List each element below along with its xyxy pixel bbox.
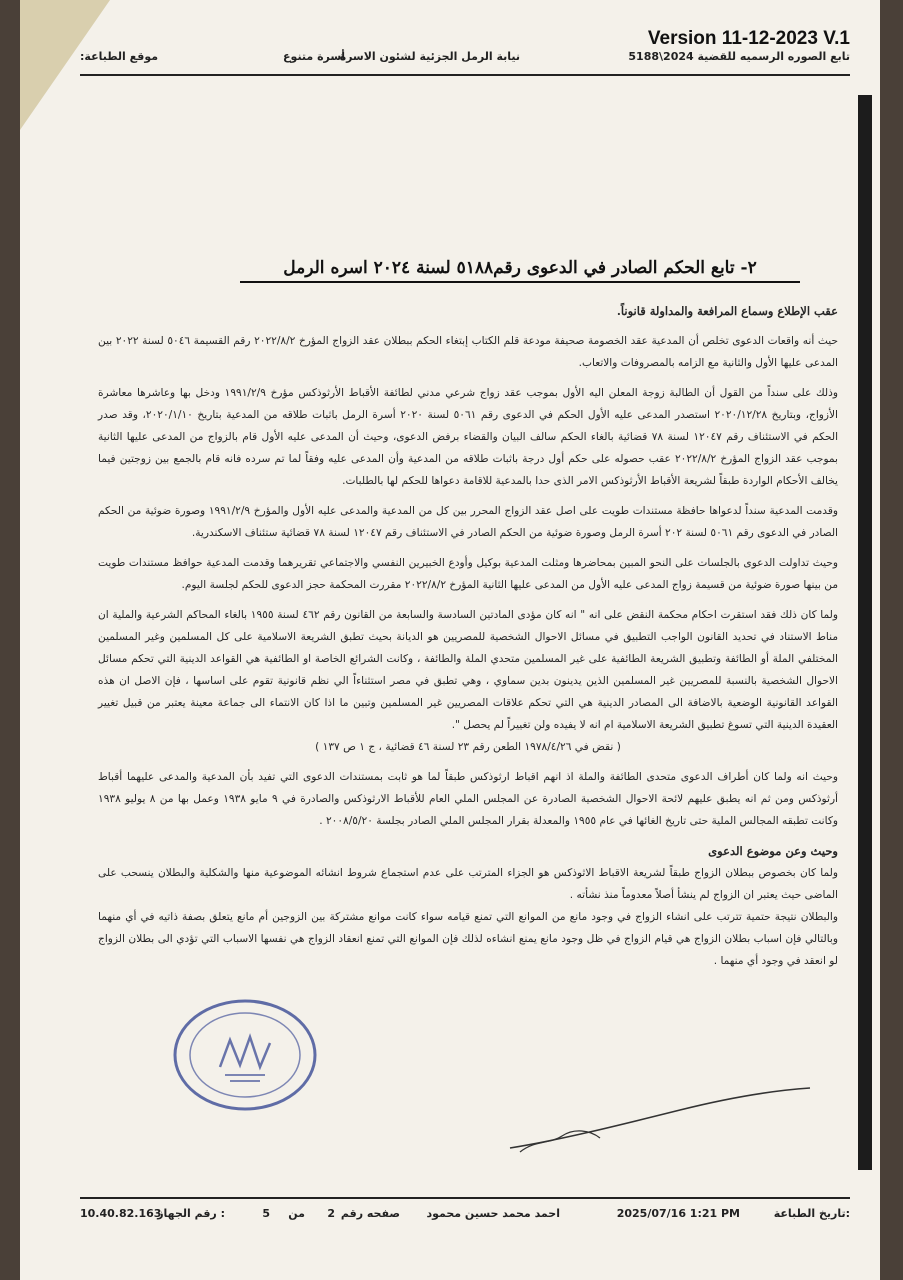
- version-label: Version 11-12-2023 V.1: [647, 28, 850, 49]
- page-label: صفحه رقم: [340, 1207, 400, 1220]
- body-paragraph: عقب الإطلاع وسماع المرافعة والمداولة قانوناً.: [616, 304, 838, 318]
- document-body: [98, 300, 838, 980]
- device-ip: 10.40.82.163: [80, 1207, 162, 1220]
- body-paragraph: حيث أنه واقعات الدعوى تخلص أن المدعية عقد الخصومة صحيفة مودعة قلم الكتاب إبتغاء الحكم ببطلان عقد الزواج المؤرخ ٢٠٢٢/٨/٢ رقم القسيمة ٥٠٤٦ لسنة ٢٠٢٢ بين المدعى عليها الأول والثانية مع الزامه بالمصروفات والاتعاب.: [98, 335, 839, 369]
- body-paragraph: ولما كان ذلك فقد استقرت احكام محكمة النقض على انه " انه كان مؤدى المادتين السادسة والسابعة من القانون رقم ٤٦٢ لسنة ١٩٥٥ بالغاء المحاكم الشرعية والملية ان مناط الاستناد في تحديد القانون الواجب التطبيق في مسائل الاحوال الشخصية للمصريين هو الديانة بحيث تطبق الشريعة الاسلامية على كل المسلمين وغير المسلمين المختلفي الملة أو الطائفة وتطبيق الشريعة الطائفية على غير المسلمين متحدي الملة والطائفة ، وكانت الشرائع الخاصة او الطائفية هي القواعد الدينية التي تحكم مسائل الاحوال الشخصية بالنسبة للمصريين غير المسلمين الذين يدينون بدين سماوي ، وهي تطبق في مصر استثناءاً الي نظم قانونية تقوم على اساسها ، فإن الاصل ان هذه القواعد القانونية الوضعية بالاضافة الى المصادر الدينية هي التي تحكم علاقات المصريين غير المسلمين وتبين ما اذا كان الانتماء الى جماعة معينة يعتبر من قبيل تغيير العقيدة الدينية التي تسوغ تطبيق الشريعة الاسلامية ام انه لا يفيده ولن تغييراً لم يحصل ".: [98, 609, 838, 731]
- body-paragraph: والبطلان نتيجة حتمية تترتب على انشاء الزواج في وجود مانع من الموانع التي تمنع قيامه سواء كانت موانع مشتركة بين الزوجين أم مانع يتعلق بصفة ذاتيه في أي منهما وبالتالي فإن اسباب بطلان الزواج هي قيام الزواج في ظل وجود مانع يمنع انشاءه لذلك فإن الموانع التي تمنع انعقاد الزواج هي نفسها الاسباب التي تؤدي الى بطلان الزواج لو انعقد في وجود أي منهما .: [98, 911, 838, 967]
- family-type: أسرة متنوع: [283, 50, 345, 63]
- document-footer: [80, 1205, 850, 1227]
- print-date: 2025/07/16 1:21 PM: [616, 1207, 740, 1220]
- body-paragraph: وحيث تداولت الدعوى بالجلسات على النحو المبين بمحاضرها ومثلت المدعية بوكيل وأودع الخبيرين النفسي والاجتماعي تقريرهما وقدمت المدعية حوافظ مستندات طويت من بينها صورة ضوئية من قسيمة زواج المدعى عليه الأول من المدعى عليها الثانية المؤرخ ٢٠٢٢/٨/٢ مقررت المحكمة حجز الدعوى للحكم لجلسة اليوم.: [98, 557, 838, 591]
- handwritten-signature: [500, 1070, 820, 1160]
- document-page: [20, 0, 880, 1280]
- page-number: 2: [327, 1207, 335, 1220]
- document-header: [80, 48, 850, 70]
- body-paragraph: وحيث انه ولما كان أطراف الدعوى متحدى الطائفة والملة اذ انهم اقباط ارثوذكس طبقاً لما هو ثابت بمستندات الدعوى التي تفيد بأن المدعية والمدعى عليهما أقباط أرثوذكس ومن ثم انه يطبق عليهم لائحة الاحوال الشخصية الصادرة عن المجلس الملي العام للأقباط الارثوذكس والصادرة في ٩ مايو ١٩٣٨ وعمل بها من ٨ يوليو ١٩٣٨ وكانت تطبقه المجالس الملية حتى تاريخ الغائها في عام ١٩٥٥ والمعدلة بقرار المجلس الملي الصادر بجلسة ٢٠٠٨/٥/٢٠ .: [98, 771, 838, 827]
- user-name: احمد محمد حسين محمود: [426, 1207, 560, 1220]
- prosecution-name: نيابة الرمل الجزئية لشئون الاسرة: [339, 50, 520, 63]
- body-paragraph: ولما كان بخصوص ببطلان الزواج طبقاً لشريعة الاقباط الاثوذكس هو الجزاء المترتب على عدم استجماع شروط انشائه الموضوعية منها والشكلية والبطلان ينسحب على الماضى حيث يعتبر ان الزواج لم ينشأ أصلاً معدوماً منذ نشأته .: [98, 867, 838, 901]
- header-divider: [80, 74, 850, 76]
- legal-citation: ( نقض في ١٩٧٨/٤/٢٦ الطعن رقم ٢٣ لسنة ٤٦ قضائية ، ج ١ ص ١٣٧ ): [315, 741, 621, 753]
- case-image-label: تابع الصوره الرسميه للقضية 2024\5188: [628, 50, 850, 63]
- document-title: ٢- تابع الحكم الصادر في الدعوى رقم٥١٨٨ لسنة ٢٠٢٤ اسره الرمل: [240, 258, 800, 283]
- device-label: رقم الجهاز :: [157, 1207, 225, 1220]
- print-date-label: تاريخ الطباعة:: [773, 1207, 850, 1220]
- footer-divider: [80, 1197, 850, 1199]
- court-seal-stamp: [160, 995, 330, 1115]
- page-total: 5: [262, 1207, 270, 1220]
- print-location-label: موقع الطباعة:: [80, 50, 159, 63]
- of-label: من: [288, 1207, 305, 1220]
- body-paragraph: وذلك على سنداً من القول أن الطالبة زوجة المعلن اليه الأول بموجب عقد زواج شرعي مدني لطائفة الأقباط الأرثوذكس مؤرخ ١٩٩١/٢/٩ ودخل بها وعاشرها معاشرة الأزواج، وبتاريخ ٢٠٢٠/١٢/٢٨ استصدر المدعى عليه الأول الحكم في الدعوى رقم ٥٠٦١ لسنة ٢٠٢٠ أسرة الرمل باثبات طلاقه من المدعية بتاريخ ٢٠٢٠/١/١٠، وقد صدر الحكم في الاستئناف رقم ١٢٠٤٧ لسنة ٧٨ قضائية بالغاء الحكم سالف البيان والقضاء برفض الدعوى، وحيث أن المدعى عليه الأول قام بالزواج من المدعى عليها الثانية بموجب عقد الزواج المؤرخ ٢٠٢٢/٨/٢ عقب حصوله على حكم أول درجة باثبات طلاقه من المدعية وأن المدعى عليه وفقاً لما تم سرده فانه قام بالجمع بين زوجتين فيما يخالف الأحكام الواردة طبقاً لشريعة الأقباط الأرثوذكس الامر الذى حدا بالمدعية للاقامة دعواها للحكم لها بالطلبات.: [98, 387, 839, 487]
- scan-edge-shadow: [858, 95, 872, 1170]
- body-paragraph: وقدمت المدعية سنداً لدعواها حافظة مستندات طويت على اصل عقد الزواج المحرر بين كل من المدعية والمدعى عليه الأول والمؤرخ ١٩٩١/٢/٩ وصورة ضوئية من الحكم الصادر في الدعوى رقم ٥٠٦١ لسنة ٢٠٢ أسرة الرمل وصورة ضوئية من الحكم الصادر في الاستئناف رقم ١٢٠٤٧ لسنة ٧٨ قضائية ستئناف الاسكندرية.: [98, 505, 838, 539]
- subject-heading: وحيث وعن موضوع الدعوى: [708, 844, 838, 858]
